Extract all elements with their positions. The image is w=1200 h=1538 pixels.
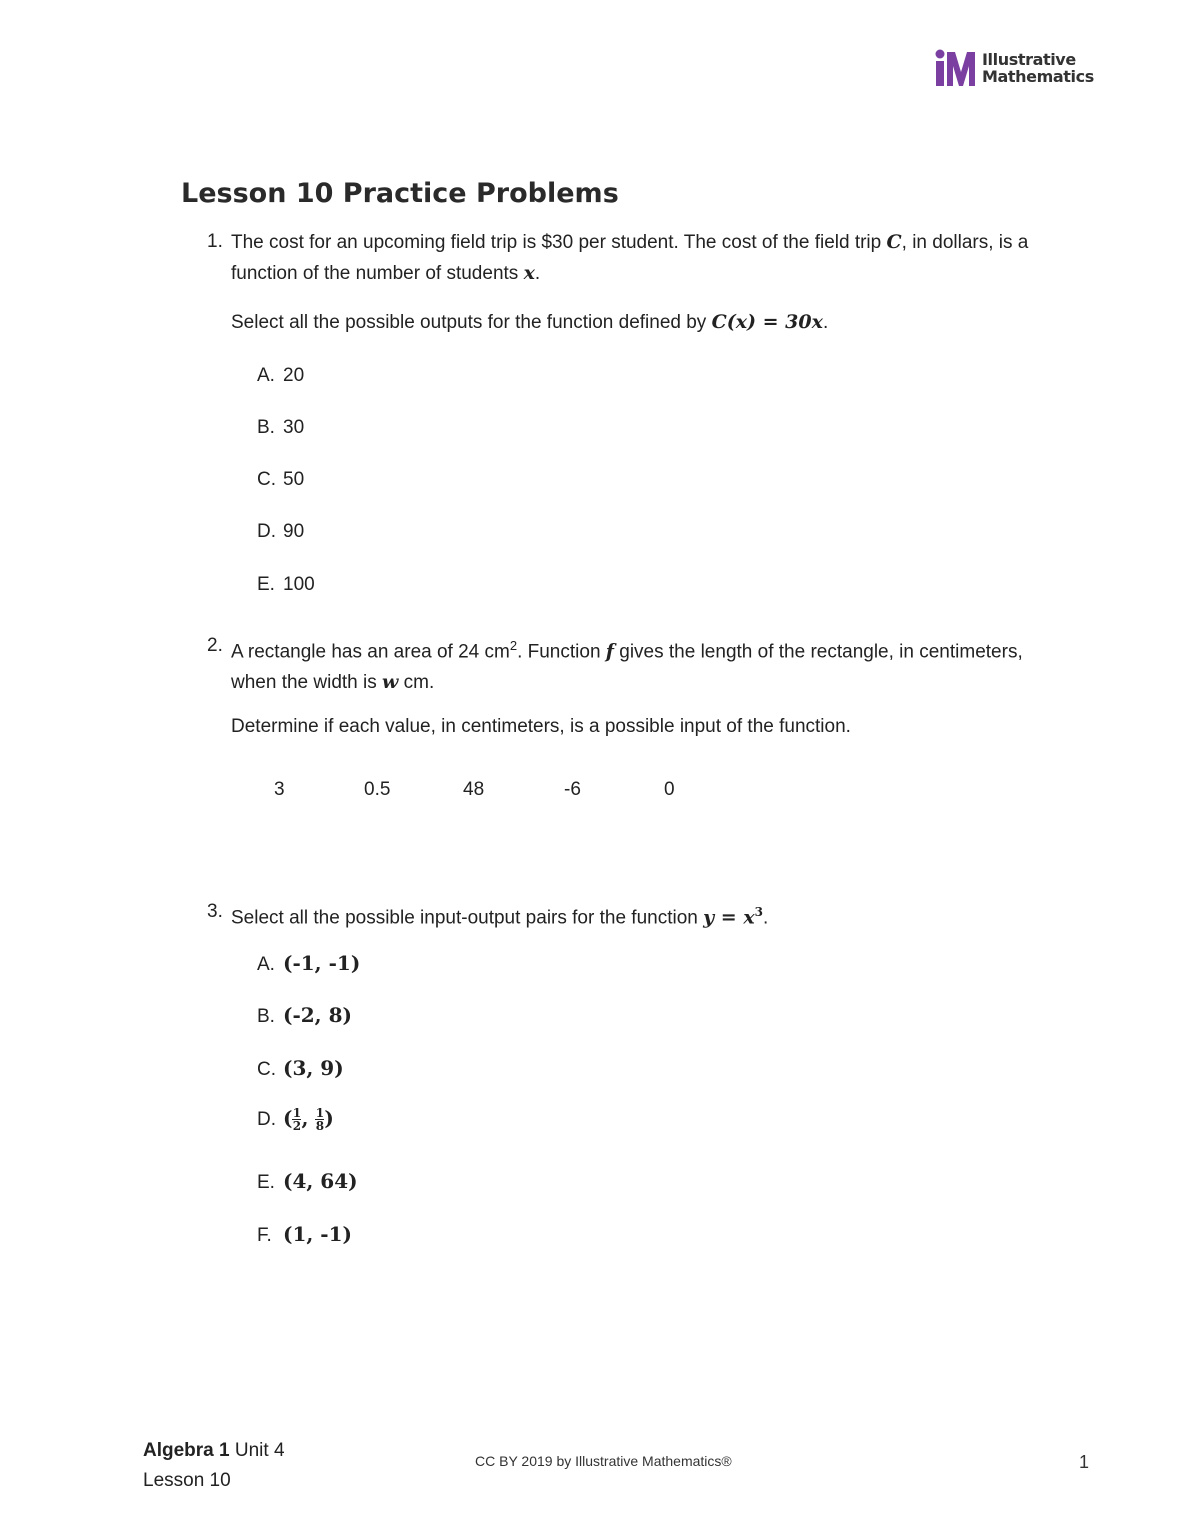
fraction-denominator: 8 — [315, 1119, 325, 1134]
close-paren: ) — [324, 1106, 334, 1130]
option-letter: D. — [257, 521, 276, 542]
text-segment: . Function — [517, 641, 601, 663]
question-2-prompt: Determine if each value, in centimeters, is a possible input of the function. — [231, 716, 851, 737]
option-letter: B. — [257, 1006, 275, 1027]
prompt-text: Select all the possible input-output pairs for the function — [231, 907, 698, 929]
math-variable: f — [605, 640, 614, 663]
math-variable: w — [382, 671, 399, 694]
math-expression: y = x — [703, 906, 755, 929]
footer-license: CC BY 2019 by Illustrative Mathematics® — [475, 1453, 732, 1469]
option-letter: A. — [257, 954, 275, 975]
text-segment: . — [763, 907, 769, 929]
text-segment: gives the length of the rectangle, in centimeters, when the width is — [231, 641, 1023, 694]
illustrative-mathematics-logo — [934, 48, 1094, 88]
option-value: 100 — [283, 574, 315, 595]
math-exponent: 3 — [754, 905, 764, 919]
option-letter: A. — [257, 365, 275, 386]
question-text — [231, 897, 1051, 933]
option-letter: B. — [257, 417, 275, 438]
option-value: (3, 9) — [283, 1056, 344, 1080]
text-segment: . — [822, 312, 829, 333]
q1-option-b[interactable] — [257, 417, 304, 439]
input-value[interactable]: -6 — [564, 779, 581, 800]
text-segment: The cost for an upcoming field trip is $30 per student. The cost of the field trip — [231, 232, 882, 253]
footer-course: Algebra 1 — [143, 1440, 230, 1461]
logo-line-1: Illustrative — [982, 50, 1076, 69]
question-number: 1. — [207, 231, 223, 252]
question-number: 2. — [207, 635, 223, 656]
question-number: 3. — [207, 901, 223, 922]
comma: , — [301, 1106, 316, 1130]
question-text — [231, 227, 1051, 289]
math-variable: x — [523, 262, 535, 284]
input-value[interactable]: 0 — [664, 779, 675, 800]
q3-option-b[interactable] — [257, 1003, 352, 1028]
option-value: 50 — [283, 469, 305, 490]
option-letter: F. — [257, 1225, 272, 1246]
option-letter: C. — [257, 469, 276, 490]
option-letter: D. — [257, 1109, 276, 1130]
option-letter: C. — [257, 1059, 276, 1080]
logo-wordmark — [982, 51, 1094, 85]
q3-option-e[interactable] — [257, 1169, 358, 1194]
option-value: 20 — [283, 365, 305, 386]
footer-unit: Unit 4 — [234, 1440, 285, 1461]
superscript: 2 — [509, 638, 518, 653]
q3-option-a[interactable] — [257, 951, 360, 976]
text-segment: cm. — [403, 672, 435, 694]
math-variable: C — [886, 231, 902, 253]
question-1-prompt — [231, 311, 828, 334]
footer-course-info — [143, 1436, 285, 1496]
footer-unit-line — [143, 1436, 285, 1466]
q3-option-c[interactable] — [257, 1056, 344, 1081]
q1-option-a[interactable] — [257, 365, 304, 387]
option-value: 30 — [283, 417, 305, 438]
text-segment: A rectangle has an area of 24 cm — [231, 641, 510, 663]
option-value: (-1, -1) — [283, 951, 361, 975]
footer-lesson: Lesson 10 — [143, 1470, 231, 1491]
open-paren: ( — [283, 1106, 293, 1130]
im-logo-mark-icon — [934, 48, 976, 88]
option-value: (1, -1) — [283, 1222, 352, 1246]
option-letter: E. — [257, 1172, 275, 1193]
option-value: (-2, 8) — [283, 1003, 352, 1027]
q3-option-d[interactable] — [257, 1106, 334, 1132]
fraction-denominator: 2 — [292, 1119, 302, 1134]
page-title: Lesson 10 Practice Problems — [181, 178, 619, 209]
q3-option-f[interactable] — [257, 1222, 352, 1247]
math-expression: C(x) = 30x — [711, 311, 823, 333]
question-text — [231, 631, 1051, 698]
input-value[interactable]: 48 — [463, 779, 485, 800]
input-value[interactable]: 3 — [274, 779, 285, 800]
option-letter: E. — [257, 574, 275, 595]
page-number: 1 — [1079, 1452, 1090, 1472]
option-value: 90 — [283, 521, 305, 542]
fraction-numerator: 1 — [292, 1106, 302, 1121]
text-segment: , in dollars, is a function of the number of students — [231, 232, 1029, 284]
q1-option-e[interactable] — [257, 574, 315, 596]
q1-option-d[interactable] — [257, 521, 304, 543]
prompt-text: Select all the possible outputs for the function defined by — [231, 312, 707, 333]
text-segment: . — [534, 263, 541, 284]
input-value[interactable]: 0.5 — [364, 779, 391, 800]
option-value: (4, 64) — [283, 1169, 358, 1193]
logo-line-2: Mathematics — [982, 67, 1094, 86]
q1-option-c[interactable] — [257, 469, 304, 491]
fraction-numerator: 1 — [315, 1106, 325, 1121]
